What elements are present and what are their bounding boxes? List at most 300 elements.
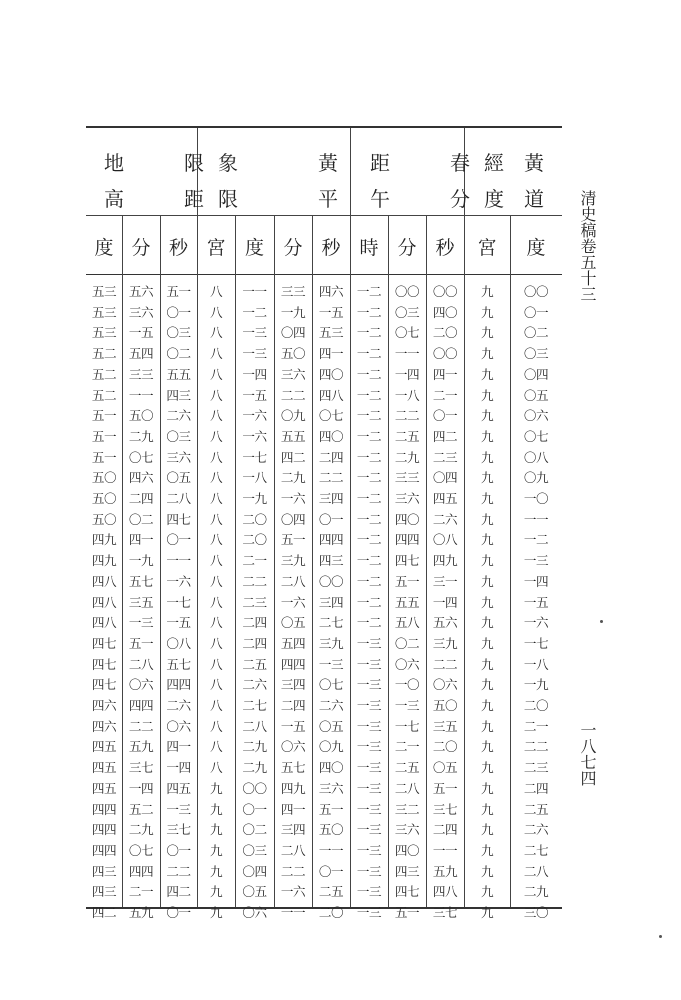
table-cell: 〇二: [128, 511, 154, 527]
table-cell: 五二: [128, 801, 154, 817]
table-cell: 四〇: [318, 366, 344, 382]
table-cell: 四一: [280, 801, 306, 817]
data-column: [426, 282, 464, 924]
table-cell: 三四: [318, 594, 344, 610]
table-cell: 〇〇: [242, 780, 267, 796]
table-cell: 三六: [166, 449, 191, 465]
table-cell: 九: [480, 284, 494, 299]
data-column: [160, 282, 197, 924]
unit-label: 度: [94, 237, 114, 259]
table-cell: 一四: [128, 780, 154, 796]
table-cell: 一三: [356, 635, 382, 651]
table-cell: 九: [480, 780, 494, 796]
table-cell: 三六: [128, 304, 154, 320]
header-rule: [86, 215, 562, 216]
table-cell: 二五: [523, 801, 549, 817]
table-cell: 五〇: [432, 698, 458, 714]
table-cell: 九: [480, 366, 494, 382]
table-cell: 一二: [356, 594, 382, 610]
table-cell: 九: [209, 863, 223, 879]
table-cell: 五一: [166, 284, 191, 299]
table-cell: 九: [480, 573, 494, 589]
table-cell: 九: [480, 615, 494, 631]
table-cell: 三六: [318, 780, 344, 796]
table-cell: 二七: [523, 842, 549, 858]
table-cell: 一四: [432, 594, 458, 610]
table-cell: 四三: [318, 553, 344, 569]
table-cell: 〇一: [166, 842, 191, 858]
table-cell: 四一: [432, 366, 458, 382]
table-cell: 一一: [242, 284, 267, 299]
table-cell: 三九: [280, 553, 306, 569]
data-column: [86, 282, 122, 924]
table-cell: 〇六: [280, 739, 306, 755]
table-cell: 二一: [394, 739, 420, 755]
astronomical-table: [86, 126, 562, 921]
table-cell: 〇五: [318, 718, 344, 734]
table-cell: 一三: [523, 553, 549, 569]
table-cell: 二九: [523, 884, 549, 900]
table-cell: 八: [209, 656, 223, 672]
table-cell: 一二: [356, 346, 382, 362]
table-cell: 二六: [432, 511, 458, 527]
table-cell: 〇七: [128, 842, 154, 858]
table-cell: 五二: [91, 387, 117, 403]
table-cell: 九: [480, 801, 494, 817]
table-cell: 一一: [318, 842, 344, 858]
table-cell: 二四: [128, 491, 154, 507]
table-cell: 三七: [128, 760, 154, 776]
table-cell: 〇〇: [432, 346, 458, 362]
table-cell: 一三: [356, 718, 382, 734]
table-cell: 一三: [356, 739, 382, 755]
table-cell: 〇七: [318, 408, 344, 424]
table-cell: 一一: [166, 553, 191, 569]
table-cell: 一二: [356, 304, 382, 320]
table-cell: 二九: [242, 760, 267, 776]
table-cell: 二六: [166, 698, 191, 714]
table-cell: 四〇: [394, 842, 420, 858]
header-group3-bottom: 午 分: [370, 187, 470, 211]
table-cell: 〇一: [166, 532, 191, 548]
table-cell: 〇一: [318, 863, 344, 879]
unit-label: 分: [283, 237, 303, 259]
table-cell: 〇五: [166, 470, 191, 486]
table-cell: 一三: [394, 698, 420, 714]
table-cell: 五〇: [128, 408, 154, 424]
table-cell: 一四: [523, 573, 549, 589]
table-cell: 八: [209, 408, 223, 424]
table-cell: 九: [480, 428, 494, 444]
table-cell: 四二: [166, 884, 191, 900]
table-cell: 〇二: [242, 822, 267, 838]
table-cell: 一三: [356, 842, 382, 858]
table-cell: 九: [480, 346, 494, 362]
table-cell: 一五: [523, 594, 549, 610]
table-cell: 四四: [128, 698, 154, 714]
table-cell: 〇〇: [432, 284, 458, 299]
table-cell: 二五: [318, 884, 344, 900]
table-cell: 八: [209, 594, 223, 610]
table-cell: 八: [209, 511, 223, 527]
table-cell: 四〇: [318, 428, 344, 444]
table-cell: 九: [480, 863, 494, 879]
table-cell: 二〇: [242, 532, 267, 548]
table-cell: 五九: [128, 905, 154, 921]
table-cell: 一三: [318, 656, 344, 672]
table-cell: 一二: [242, 304, 267, 320]
table-cell: 二〇: [242, 511, 267, 527]
table-cell: 四一: [318, 346, 344, 362]
table-cell: 三六: [394, 822, 420, 838]
table-cell: 一九: [242, 491, 267, 507]
speck: [659, 935, 662, 938]
table-cell: 一七: [394, 718, 420, 734]
header-group2-top: 象 黃: [218, 151, 338, 175]
table-cell: 四五: [91, 780, 117, 796]
table-cell: 一六: [242, 408, 267, 424]
table-cell: 八: [209, 718, 223, 734]
table-cell: 三三: [394, 470, 420, 486]
table-cell: 二二: [318, 470, 344, 486]
table-cell: 九: [480, 325, 494, 341]
table-cell: 一二: [356, 428, 382, 444]
table-cell: 二八: [128, 656, 154, 672]
table-cell: 八: [209, 698, 223, 714]
table-cell: 二六: [166, 408, 191, 424]
table-cell: 一二: [523, 532, 549, 548]
data-column: [235, 282, 274, 924]
table-cell: 三四: [280, 822, 306, 838]
table-cell: 〇八: [523, 449, 549, 465]
table-cell: 一三: [128, 615, 154, 631]
table-cell: 一二: [356, 325, 382, 341]
table-cell: 〇一: [242, 801, 267, 817]
table-cell: 五一: [91, 449, 117, 465]
table-cell: 一二: [356, 470, 382, 486]
table-cell: 五七: [280, 760, 306, 776]
table-cell: 二八: [242, 718, 267, 734]
table-cell: 二三: [242, 594, 267, 610]
table-cell: 一二: [356, 387, 382, 403]
table-cell: 〇一: [523, 304, 549, 320]
table-cell: 五〇: [318, 822, 344, 838]
data-column: [464, 282, 510, 924]
table-cell: 二四: [280, 698, 306, 714]
table-cell: 五四: [280, 635, 306, 651]
table-cell: 四九: [91, 532, 117, 548]
table-cell: 一九: [280, 304, 306, 320]
table-cell: 四六: [91, 718, 117, 734]
table-cell: 〇六: [432, 677, 458, 693]
table-cell: 四一: [166, 739, 191, 755]
unit-label: 分: [397, 237, 417, 259]
data-column: [350, 282, 388, 924]
table-cell: 九: [480, 532, 494, 548]
table-cell: 一五: [318, 304, 344, 320]
table-cell: 〇三: [166, 428, 191, 444]
table-cell: 〇一: [166, 905, 191, 921]
table-cell: 〇四: [523, 366, 549, 382]
table-cell: 〇五: [523, 387, 549, 403]
table-cell: 四五: [432, 491, 458, 507]
table-cell: 五六: [128, 284, 154, 299]
table-cell: 一三: [166, 801, 191, 817]
table-cell: 〇四: [280, 511, 306, 527]
table-cell: 〇一: [318, 511, 344, 527]
units-rule: [86, 274, 562, 275]
table-cell: 一三: [356, 863, 382, 879]
table-cell: 二二: [280, 387, 306, 403]
table-cell: 八: [209, 284, 223, 299]
table-cell: 一二: [356, 366, 382, 382]
table-cell: 五〇: [91, 470, 117, 486]
table-cell: 五一: [432, 780, 458, 796]
table-cell: 一八: [394, 387, 420, 403]
table-cell: 八: [209, 573, 223, 589]
table-cell: 三〇: [523, 905, 549, 921]
table-cell: 一五: [280, 718, 306, 734]
table-cell: 〇六: [242, 905, 267, 921]
table-cell: 九: [209, 884, 223, 900]
table-cell: 五一: [91, 408, 117, 424]
table-cell: 九: [480, 656, 494, 672]
table-cell: 一一: [523, 511, 549, 527]
table-cell: 五一: [394, 905, 420, 921]
table-cell: 二四: [523, 780, 549, 796]
table-cell: 二二: [280, 863, 306, 879]
table-cell: 〇〇: [523, 284, 549, 299]
table-cell: 一三: [356, 760, 382, 776]
table-cell: 四四: [128, 863, 154, 879]
table-cell: 四三: [166, 387, 191, 403]
table-cell: 九: [480, 739, 494, 755]
table-cell: 一九: [128, 553, 154, 569]
table-cell: 四四: [91, 842, 117, 858]
table-cell: 二一: [128, 884, 154, 900]
table-cell: 五一: [91, 428, 117, 444]
table-cell: 四三: [91, 863, 117, 879]
unit-label: 秒: [321, 237, 341, 259]
table-cell: 四七: [394, 553, 420, 569]
unit-label: 度: [244, 237, 264, 259]
data-column: [197, 282, 235, 924]
table-cell: 二二: [242, 573, 267, 589]
table-cell: 八: [209, 677, 223, 693]
table-cell: 一七: [523, 635, 549, 651]
table-cell: 一二: [356, 449, 382, 465]
table-cell: 九: [480, 387, 494, 403]
table-cell: 八: [209, 449, 223, 465]
table-cell: 四二: [432, 428, 458, 444]
table-cell: 三七: [166, 822, 191, 838]
table-cell: 〇四: [242, 863, 267, 879]
unit-label: 分: [131, 237, 151, 259]
unit-label: 秒: [168, 237, 188, 259]
table-cell: 二二: [394, 408, 420, 424]
table-cell: 四七: [166, 511, 191, 527]
table-cell: 〇七: [394, 325, 420, 341]
table-cell: 二八: [166, 491, 191, 507]
table-cell: 一四: [242, 366, 267, 382]
table-cell: 九: [480, 905, 494, 921]
table-cell: 二九: [394, 449, 420, 465]
table-cell: 五一: [394, 573, 420, 589]
table-cell: 二一: [523, 718, 549, 734]
table-cell: 四二: [91, 905, 117, 921]
unit-label: 秒: [435, 237, 455, 259]
header-group1-bottom: 高 距: [104, 187, 204, 211]
table-cell: 九: [480, 594, 494, 610]
table-cell: 九: [480, 718, 494, 734]
table-cell: 五一: [128, 635, 154, 651]
table-cell: 三六: [394, 491, 420, 507]
table-cell: 九: [480, 304, 494, 320]
data-column: [122, 282, 160, 924]
table-cell: 四三: [394, 863, 420, 879]
table-cell: 五三: [318, 325, 344, 341]
table-cell: 一五: [242, 387, 267, 403]
table-cell: 一六: [280, 884, 306, 900]
table-cell: 九: [480, 760, 494, 776]
table-cell: 四六: [318, 284, 344, 299]
table-cell: 二六: [242, 677, 267, 693]
table-cell: 二〇: [432, 739, 458, 755]
header-group4-bottom: 度 道: [484, 187, 544, 211]
table-cell: 三四: [280, 677, 306, 693]
table-cell: 〇五: [242, 884, 267, 900]
table-cell: 〇〇: [394, 284, 420, 299]
table-cell: 五七: [166, 656, 191, 672]
table-cell: 九: [480, 470, 494, 486]
table-cell: 一一: [432, 842, 458, 858]
table-cell: 二四: [318, 449, 344, 465]
table-cell: 四四: [166, 677, 191, 693]
table-cell: 一二: [356, 615, 382, 631]
table-cell: 八: [209, 428, 223, 444]
table-cell: 二一: [432, 387, 458, 403]
table-cell: 一三: [356, 822, 382, 838]
table-cell: 〇三: [523, 346, 549, 362]
table-cell: 九: [480, 822, 494, 838]
table-cell: 四八: [91, 615, 117, 631]
table-cell: 八: [209, 387, 223, 403]
table-cell: 二二: [432, 656, 458, 672]
table-cell: 二八: [394, 780, 420, 796]
table-cell: 〇七: [523, 428, 549, 444]
table-cell: 八: [209, 532, 223, 548]
table-cell: 五二: [91, 366, 117, 382]
table-cell: 三六: [280, 366, 306, 382]
table-cell: 三九: [432, 635, 458, 651]
table-cell: 三四: [318, 491, 344, 507]
page-number: 一八七四: [578, 722, 597, 786]
table-cell: 二四: [242, 615, 267, 631]
table-cell: 一二: [356, 284, 382, 299]
table-cell: 四四: [394, 532, 420, 548]
table-cell: 一六: [242, 428, 267, 444]
table-cell: 二七: [242, 698, 267, 714]
table-cell: 四九: [432, 553, 458, 569]
table-cell: 二六: [523, 822, 549, 838]
table-cell: 一三: [242, 346, 267, 362]
header-group2-bottom: 限 平: [218, 187, 338, 211]
table-cell: 一七: [166, 594, 191, 610]
table-cell: 四〇: [432, 304, 458, 320]
table-cell: 四〇: [318, 760, 344, 776]
table-cell: 二五: [394, 428, 420, 444]
table-cell: 一六: [280, 594, 306, 610]
table-cell: 二二: [523, 739, 549, 755]
table-cell: 五〇: [91, 511, 117, 527]
table-cell: 一二: [356, 491, 382, 507]
table-cell: 一一: [280, 905, 306, 921]
table-cell: 五五: [166, 366, 191, 382]
table-cell: 四五: [91, 739, 117, 755]
table-cell: 〇七: [128, 449, 154, 465]
table-cell: 四三: [91, 884, 117, 900]
speck: [600, 620, 603, 623]
table-cell: 八: [209, 760, 223, 776]
table-cell: 〇四: [280, 325, 306, 341]
unit-label: 度: [526, 237, 546, 259]
table-cell: 一三: [356, 801, 382, 817]
table-cell: 四四: [280, 656, 306, 672]
table-cell: 二五: [242, 656, 267, 672]
table-cell: 一九: [523, 677, 549, 693]
table-cell: 五七: [128, 573, 154, 589]
table-cell: 五〇: [91, 491, 117, 507]
table-cell: 九: [480, 884, 494, 900]
table-cell: 三七: [432, 905, 458, 921]
table-cell: 一三: [356, 780, 382, 796]
table-cell: 四七: [91, 635, 117, 651]
table-cell: 二七: [318, 615, 344, 631]
table-cell: 二二: [128, 718, 154, 734]
table-cell: 九: [480, 511, 494, 527]
table-cell: 八: [209, 325, 223, 341]
table-cell: 九: [209, 822, 223, 838]
table-cell: 八: [209, 470, 223, 486]
table-cell: 三二: [394, 801, 420, 817]
table-cell: 二八: [523, 863, 549, 879]
table-cell: 五一: [280, 532, 306, 548]
table-cell: 八: [209, 615, 223, 631]
table-cell: 二四: [432, 822, 458, 838]
table-cell: 四四: [318, 532, 344, 548]
table-cell: 九: [480, 408, 494, 424]
table-cell: 二九: [128, 428, 154, 444]
unit-label: 時: [359, 237, 379, 259]
table-cell: 〇九: [523, 470, 549, 486]
unit-label: 宮: [477, 237, 497, 259]
table-cell: 一二: [356, 532, 382, 548]
table-cell: 九: [480, 449, 494, 465]
table-cell: 五九: [432, 863, 458, 879]
table-cell: 九: [209, 905, 223, 921]
table-cell: 五〇: [280, 346, 306, 362]
table-cell: 一三: [356, 656, 382, 672]
table-cell: 四九: [91, 553, 117, 569]
table-cell: 八: [209, 553, 223, 569]
table-cell: 〇七: [318, 677, 344, 693]
table-cell: 一二: [356, 511, 382, 527]
table-cell: 四五: [166, 780, 191, 796]
table-cell: 五六: [432, 615, 458, 631]
table-cell: 一三: [356, 698, 382, 714]
table-cell: 〇三: [242, 842, 267, 858]
table-cell: 四八: [318, 387, 344, 403]
